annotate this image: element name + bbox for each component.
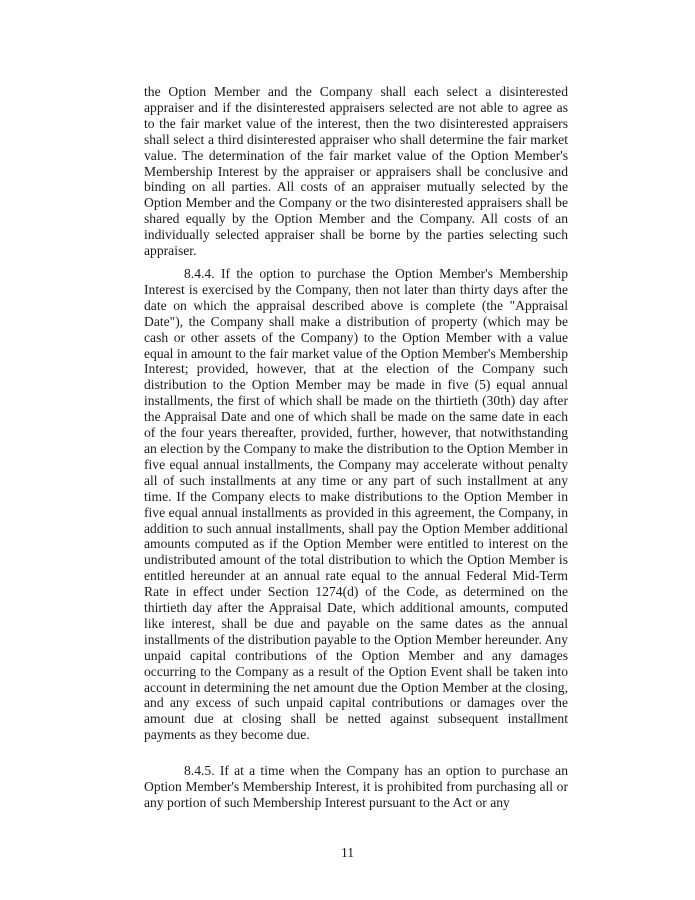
page-number: 11 [340, 845, 355, 860]
paragraph-section-8-4-5: 8.4.5. If at a time when the Company has an option to purchase an Option Member's Membership Interest, it is prohibited from purchasing all or any portion of such Membership Interest pursuant to the Act or any [144, 763, 568, 810]
paragraph-appraiser-selection: the Option Member and the Company shall each select a disinterested appraiser and if the disinterested appraisers selected are not able to agree as to the fair market value of the interest, then the two disinterested appraisers shall select a third disinterested appraiser who shall determine the fair market value. The determination of the fair market value of the Option Member's Membership Interest by the appraiser or appraisers shall be conclusive and binding on all parties. All costs of an appraiser mutually selected by the Option Member and the Company or the two disinterested appraisers shall be shared equally by the Option Member and the Company. All costs of an individually selected appraiser shall be borne by the parties selecting such appraiser. [144, 84, 568, 259]
paragraph-section-8-4-4: 8.4.4. If the option to purchase the Option Member's Membership Interest is exercised by the Company, then not later than thirty days after the date on which the appraisal described above is complete (the "Appraisal Date"), the Company shall make a distribution of property (which may be cash or other assets of the Company) to the Option Member with a value equal in amount to the fair market value of the Option Member's Membership Interest; provided, however, that at the election of the Company such distribution to the Option Member may be made in five (5) equal annual installments, the first of which shall be made on the thirtieth (30th) day after the Appraisal Date and one of which shall be made on the same date in each of the four years thereafter, provided, further, however, that notwithstanding an election by the Company to make the distribution to the Option Member in five equal annual installments, the Company may accelerate without penalty all of such installments at any time or any part of such installment at any time. If the Company elects to make distributions to the Option Member in five equal annual installments as provided in this agreement, the Company, in addition to such annual installments, shall pay the Option Member additional amounts computed as if the Option Member were entitled to interest on the undistributed amount of the total distribution to which the Option Member is entitled hereunder at an annual rate equal to the annual Federal Mid-Term Rate in effect under Section 1274(d) of the Code, as determined on the thirtieth day after the Appraisal Date, which additional amounts, computed like interest, shall be due and payable on the same dates as the annual installments of the distribution payable to the Option Member hereunder. Any unpaid capital contributions of the Option Member and any damages occurring to the Company as a result of the Option Event shall be taken into account in determining the net amount due the Option Member at the closing, and any excess of such unpaid capital contributions or damages over the amount due at closing shall be netted against subsequent installment payments as they become due. [144, 266, 568, 743]
